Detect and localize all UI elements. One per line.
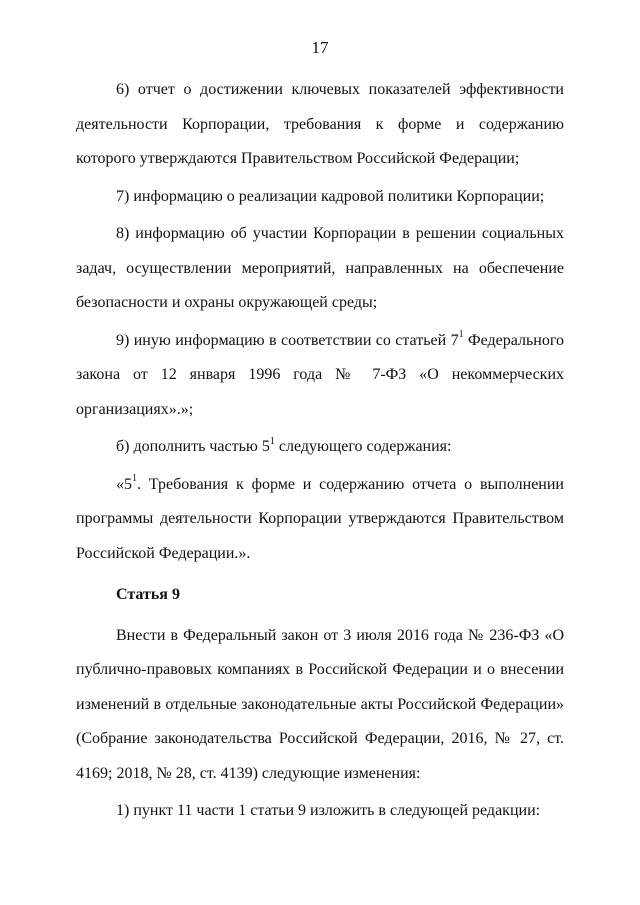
paragraph-item-9-text-b: Федерального закона от 12 января 1996 года № 7-ФЗ «О некоммерческих организациях».»; (76, 331, 564, 418)
paragraph-item-8: 8) информацию об участии Корпорации в решении социальных задач, осуществлении мероприятий, направленных на обеспечение безопасности и охраны окружающей среды; (76, 225, 564, 311)
superscript: 1 (132, 473, 137, 485)
article-9-intro: Внести в Федеральный закон от 3 июля 2016 года № 236-ФЗ «О публично-правовых компаниях в Российской Федерации и о внесении изменений в отдельные законодательные акты Российской Федерации» (Собрание законодательства Российской Федерации, 2016, № 27, ст. 4169; 2018, № 28, ст. 4139) следующие изменения: (76, 626, 564, 782)
quoted-part-text-a: «5 (116, 475, 132, 493)
document-body (76, 73, 564, 829)
paragraph-item-9-text-a: 9) иную информацию в соответствии со статьей 7 (116, 331, 459, 349)
paragraph-item-9 (76, 324, 564, 428)
quoted-part-5-1 (76, 468, 564, 572)
quoted-part-text-b: . Требования к форме и содержанию отчета о выполнении программы деятельности Корпорации утверждаются Правительством Российской Федерации.». (76, 475, 564, 562)
superscript: 1 (458, 329, 464, 341)
paragraph-item-7: 7) информацию о реализации кадровой политики Корпорации; (116, 187, 545, 205)
superscript: 1 (269, 435, 275, 447)
paragraph-b-text-b: следующего содержания: (274, 438, 452, 455)
article-9-item-1: 1) пункт 11 части 1 статьи 9 изложить в следующей редакции: (116, 802, 541, 819)
paragraph-b-text-a: б) дополнить частью 5 (116, 438, 270, 455)
paragraph-b (76, 430, 564, 465)
article-heading: Статья 9 (116, 586, 180, 603)
paragraph-item-6: 6) отчет о достижении ключевых показателей эффективности деятельности Корпорации, требования к форме и содержанию которого утверждаются Правительством Российской Федерации; (76, 81, 564, 167)
page-number: 17 (311, 38, 329, 57)
